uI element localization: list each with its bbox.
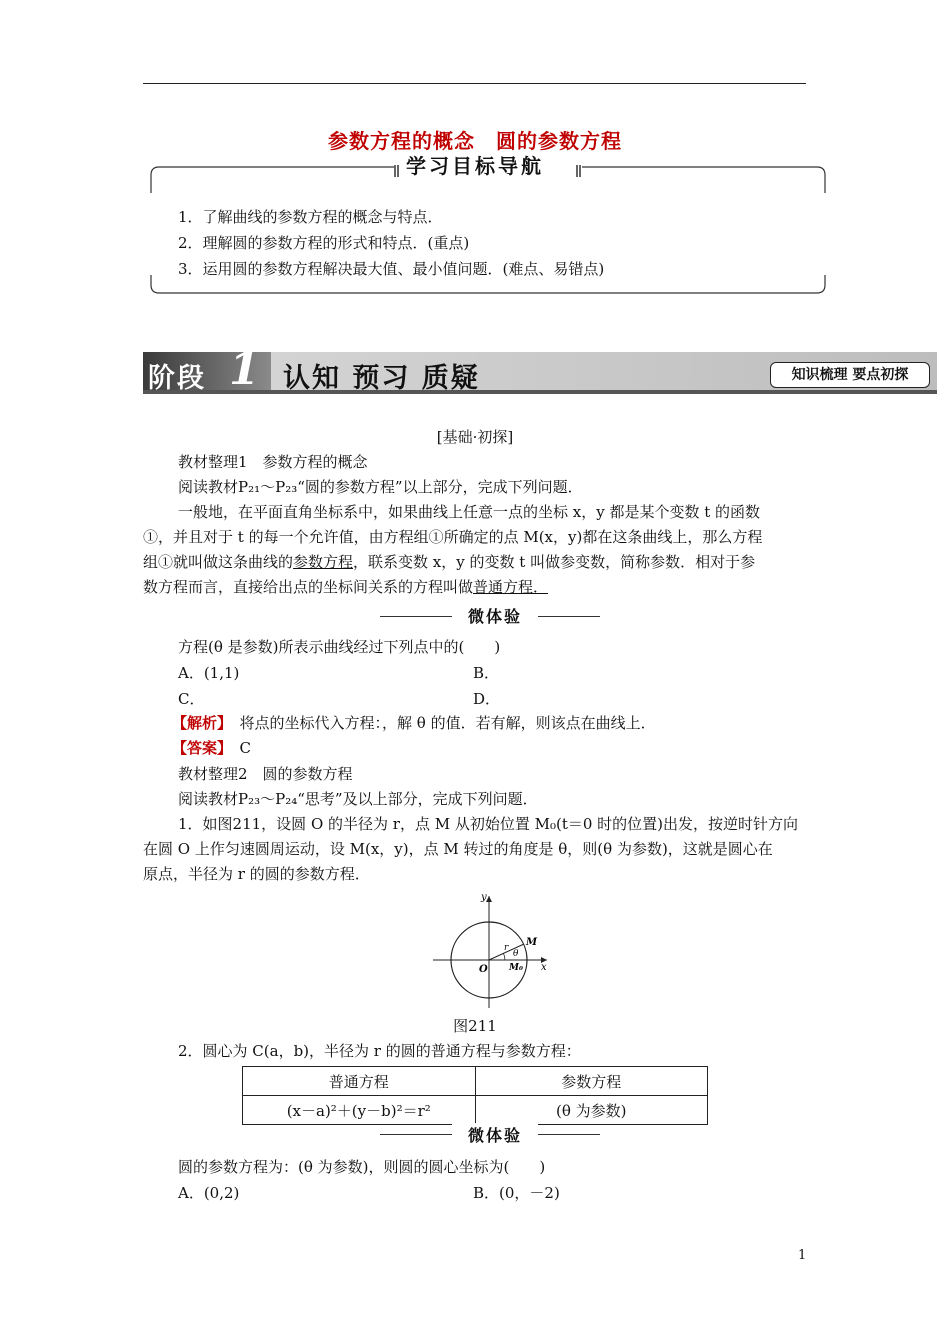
table-cell: (x－a)²＋(y－b)²＝r² (243, 1096, 476, 1125)
goal-item: 3．运用圆的参数方程解决最大值、最小值问题．(难点、易错点) (178, 260, 605, 278)
paragraph-line: 一般地，在平面直角坐标系中，如果曲线上任意一点的坐标 x，y 都是某个变数 t 的函数 (178, 503, 761, 521)
radius-label: r (504, 943, 509, 953)
option-a: A．(1,1) (178, 664, 240, 682)
term-parametric-equation: 参数方程 (293, 553, 354, 571)
part2-reading: 阅读教材P₂₃～P₂₄“思考”及以上部分，完成下列问题． (178, 790, 538, 808)
option-d: D． (473, 690, 501, 708)
paragraph-line: 1．如图211，设圆 O 的半径为 r，点 M 从初始位置 M₀(t＝0 时的位置)出发，按逆时针方向 (178, 815, 799, 833)
stage-heading: 认知 预习 质疑 (283, 363, 480, 394)
paragraph-line: ①，并且对于 t 的每一个允许值，由方程组①所确定的点 M(x，y)都在这条曲线上，那么方程 (143, 528, 763, 546)
option-c: C． (178, 690, 205, 708)
part1-heading: 教材整理1 参数方程的概念 (178, 453, 368, 471)
goals-header: 学习目标导航 (406, 154, 544, 178)
figure-caption: 图211 (453, 1017, 497, 1035)
question-stem: 圆的参数方程为：(θ 为参数)，则圆的圆心坐标为( ) (178, 1158, 546, 1176)
point-m-label: M (526, 937, 538, 948)
circle-figure (425, 890, 555, 1010)
goal-item: 2．理解圆的参数方程的形式和特点．(重点) (178, 234, 470, 252)
table-header: 普通方程 (243, 1067, 476, 1096)
angle-label: θ (513, 949, 519, 959)
page-number: 1 (798, 1248, 807, 1263)
micro-label: 微体验 (452, 604, 538, 628)
paragraph-line: 2．圆心为 C(a，b)，半径为 r 的圆的普通方程与参数方程： (178, 1042, 581, 1060)
part1-reading: 阅读教材P₂₁～P₂₃“圆的参数方程”以上部分，完成下列问题． (178, 478, 583, 496)
goal-item: 1．了解曲线的参数方程的概念与特点． (178, 208, 443, 226)
question-stem: 方程(θ 是参数)所表示曲线经过下列点中的( ) (178, 638, 501, 656)
table-header: 参数方程 (475, 1067, 708, 1096)
angle-arc (504, 954, 506, 961)
paragraph-line: 在圆 O 上作匀速圆周运动，设 M(x，y)，点 M 转过的角度是 θ，则(θ 为参数)，这就是圆心在 (143, 840, 773, 858)
paragraph-line: 数方程而言，直接给出点的坐标间关系的方程叫做普通方程． (143, 578, 549, 596)
micro-label: 微体验 (452, 1123, 538, 1147)
equation-table (242, 1066, 708, 1125)
table-cell: (θ 为参数) (475, 1096, 708, 1125)
term-ordinary-equation: 普通方程． (473, 578, 549, 596)
part2-heading: 教材整理2 圆的参数方程 (178, 765, 353, 783)
x-label: x (541, 962, 547, 973)
y-label: y (481, 892, 487, 903)
analysis-line: 【解析】 将点的坐标代入方程：，解 θ 的值．若有解，则该点在曲线上． (172, 714, 656, 732)
page-title: 参数方程的概念 圆的参数方程 (328, 129, 622, 153)
section-tag: [基础·初探] (436, 428, 514, 446)
option-a: A．(0,2) (178, 1184, 240, 1202)
y-axis-arrow (486, 896, 492, 902)
table-header-row (243, 1067, 708, 1096)
answer-line: 【答案】 C (172, 739, 251, 757)
option-b: B．(0，－2) (473, 1184, 560, 1202)
paragraph-line: 原点，半径为 r 的圆的参数方程． (143, 865, 370, 883)
stage-tag: 知识梳理 要点初探 (770, 362, 930, 388)
point-m0-label: M₀ (509, 963, 523, 973)
header-rule (143, 83, 806, 84)
table-row (243, 1096, 708, 1125)
stage-number: 1 (229, 344, 260, 395)
option-b: B． (473, 664, 500, 682)
origin-label: O (479, 964, 488, 975)
paragraph-line: 组①就叫做这条曲线的参数方程，联系变数 x，y 的变数 t 叫做参变数，简称参数．相对于参 (143, 553, 756, 571)
stage-label: 阶段 (148, 363, 206, 394)
